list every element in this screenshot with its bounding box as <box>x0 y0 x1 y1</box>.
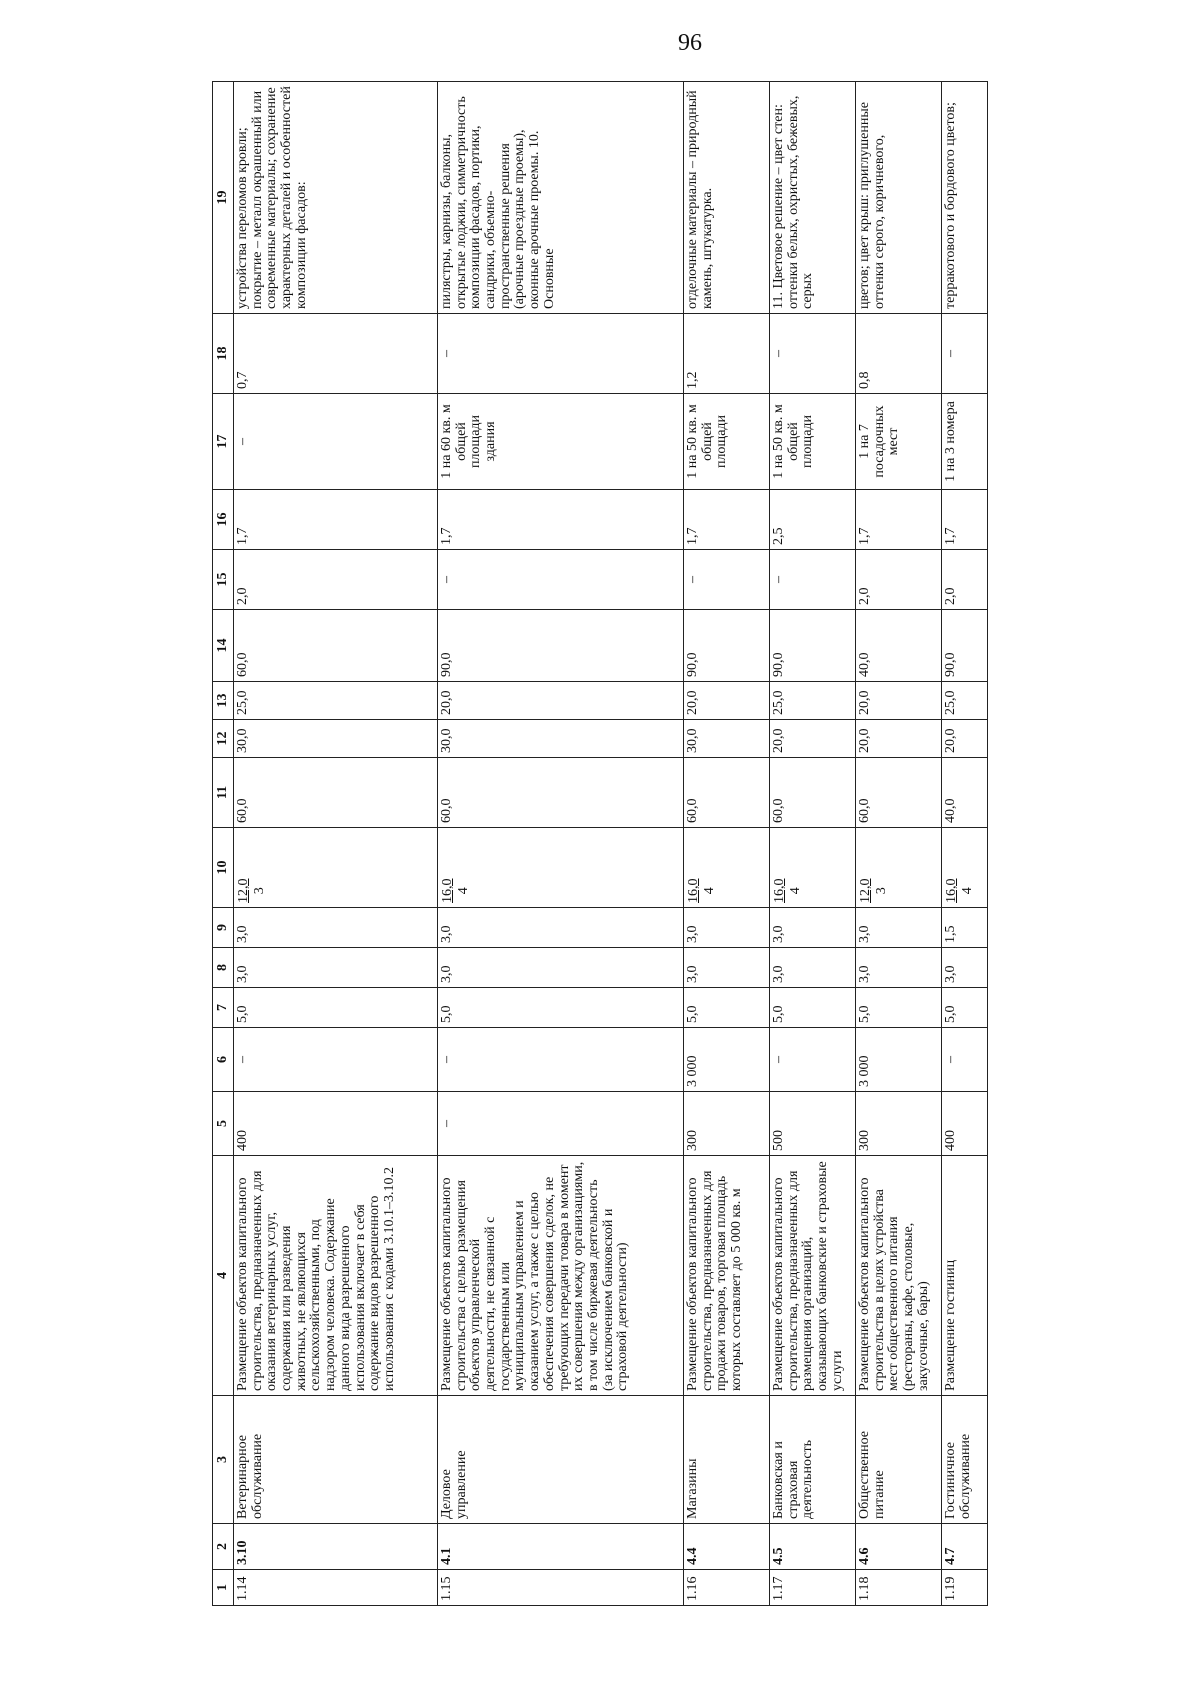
cell-value: – <box>770 314 856 394</box>
use-description: Размещение объектов капитального строительства, предназначенных для продажи товаров, торговая площадь которых составляет до 5 000 кв. м <box>684 1156 770 1396</box>
use-name: Общественное питание <box>856 1396 942 1524</box>
cell-value: – <box>234 394 438 490</box>
use-description: Размещение объектов капитального строительства, предназначенных для оказания ветеринарных услуг, содержания или разведения животных, не являющихся сельскохозяйственными, под надзором человека. Содержание данного вида разрешенного использования включает в себя содержание видов разрешенного использования с кодами 3.10.1–3.10.2 <box>234 1156 438 1396</box>
header-row <box>213 82 234 1606</box>
fraction-denominator: 4 <box>456 887 472 895</box>
architectural-requirements: пилястры, карнизы, балконы, открытые лоджии, симметричность композиции фасадов, портики, сандрики, объемно-пространственные решения (арочные проездные проемы), оконные арочные проемы. 10. Основные <box>438 82 684 314</box>
col-header: 12 <box>213 720 234 758</box>
architectural-requirements: цветов; цвет крыш: приглушенные оттенки серого, коричневого, <box>856 82 942 314</box>
cell-value: 3 000 <box>856 1028 942 1092</box>
cell-value: 3 000 <box>684 1028 770 1092</box>
cell-value: 1,7 <box>684 490 770 550</box>
use-code: 4.4 <box>684 1524 770 1570</box>
fraction-numerator: 16,0 <box>440 878 455 903</box>
cell-value: 5,0 <box>438 988 684 1028</box>
height-floors-cell <box>942 828 988 908</box>
cell-value: 3,0 <box>684 948 770 988</box>
fraction <box>236 879 268 904</box>
col-header: 3 <box>213 1396 234 1524</box>
use-description: Размещение объектов капитального строительства с целью размещения объектов управленческой деятельности, не связанной с государственным или муниципальным управлением и оказанием услуг, а также с целью обеспечения совершения сделок, не требующих передачи товара в момент их совершения между организациями, в том числе биржевая деятельность (за исключением банковской и страховой деятельности) <box>438 1156 684 1396</box>
row-number: 1.16 <box>684 1570 770 1606</box>
cell-value: 1,7 <box>856 490 942 550</box>
use-code: 4.1 <box>438 1524 684 1570</box>
cell-value: – <box>438 550 684 610</box>
cell-value: 1,7 <box>234 490 438 550</box>
cell-value: 20,0 <box>770 720 856 758</box>
row-number: 1.14 <box>234 1570 438 1606</box>
fraction <box>440 879 472 904</box>
cell-value: 3,0 <box>438 948 684 988</box>
height-floors-cell <box>856 828 942 908</box>
col-header: 15 <box>213 550 234 610</box>
cell-value: 60,0 <box>856 758 942 828</box>
cell-value: 1 на 3 номера <box>942 394 988 490</box>
cell-value: 5,0 <box>856 988 942 1028</box>
architectural-requirements: 11. Цветовое решение – цвет стен: оттенки белых, охристых, бежевых, серых <box>770 82 856 314</box>
cell-value: 1,7 <box>438 490 684 550</box>
row-number: 1.19 <box>942 1570 988 1606</box>
fraction-denominator: 4 <box>702 887 718 895</box>
table-row <box>438 82 684 1606</box>
cell-value: 3,0 <box>856 948 942 988</box>
table-row <box>234 82 438 1606</box>
cell-value: – <box>942 314 988 394</box>
cell-value: 500 <box>770 1092 856 1156</box>
cell-value: 2,0 <box>942 550 988 610</box>
cell-value: 3,0 <box>438 908 684 948</box>
col-header: 19 <box>213 82 234 314</box>
fraction-numerator: 16,0 <box>772 878 787 903</box>
cell-value: – <box>438 314 684 394</box>
cell-value: 5,0 <box>684 988 770 1028</box>
fraction-denominator: 3 <box>874 887 890 895</box>
table-row <box>684 82 770 1606</box>
cell-value: 25,0 <box>942 682 988 720</box>
cell-value: 2,5 <box>770 490 856 550</box>
cell-value: 300 <box>684 1092 770 1156</box>
cell-value: 1 на 7 посадочных мест <box>856 394 942 490</box>
cell-value: 25,0 <box>234 682 438 720</box>
cell-value: 20,0 <box>856 720 942 758</box>
fraction-numerator: 16,0 <box>944 878 959 903</box>
table-row <box>856 82 942 1606</box>
use-code: 3.10 <box>234 1524 438 1570</box>
cell-value: 1 на 60 кв. м общей площади здания <box>438 394 684 490</box>
use-name: Деловое управление <box>438 1396 684 1524</box>
cell-value: 3,0 <box>770 948 856 988</box>
cell-value: 2,0 <box>856 550 942 610</box>
use-name: Гостиничное обслуживание <box>942 1396 988 1524</box>
cell-value: 90,0 <box>438 610 684 682</box>
cell-value: 1,7 <box>942 490 988 550</box>
cell-value: 30,0 <box>438 720 684 758</box>
use-description: Размещение гостиниц <box>942 1156 988 1396</box>
architectural-requirements: отделочные материалы – природный камень, штукатурка. <box>684 82 770 314</box>
cell-value: 20,0 <box>856 682 942 720</box>
fraction-numerator: 16,0 <box>686 878 701 903</box>
cell-value: 40,0 <box>856 610 942 682</box>
use-description: Размещение объектов капитального строительства в целях устройства мест общественного питания (рестораны, кафе, столовые, закусочные, бары) <box>856 1156 942 1396</box>
use-code: 4.6 <box>856 1524 942 1570</box>
col-header: 17 <box>213 394 234 490</box>
fraction-denominator: 3 <box>252 887 268 895</box>
height-floors-cell <box>438 828 684 908</box>
row-number: 1.17 <box>770 1570 856 1606</box>
use-code: 4.5 <box>770 1524 856 1570</box>
use-code: 4.7 <box>942 1524 988 1570</box>
col-header: 14 <box>213 610 234 682</box>
col-header: 4 <box>213 1156 234 1396</box>
cell-value: 1,2 <box>684 314 770 394</box>
cell-value: 1,5 <box>942 908 988 948</box>
use-name: Ветеринарное обслуживание <box>234 1396 438 1524</box>
cell-value: 40,0 <box>942 758 988 828</box>
col-header: 11 <box>213 758 234 828</box>
cell-value: 1 на 50 кв. м общей площади <box>684 394 770 490</box>
cell-value: 400 <box>942 1092 988 1156</box>
col-header: 8 <box>213 948 234 988</box>
fraction <box>686 879 718 904</box>
cell-value: 60,0 <box>234 758 438 828</box>
cell-value: 30,0 <box>234 720 438 758</box>
cell-value: 3,0 <box>684 908 770 948</box>
col-header: 6 <box>213 1028 234 1092</box>
fraction-numerator: 12,0 <box>858 878 873 903</box>
col-header: 2 <box>213 1524 234 1570</box>
row-number: 1.15 <box>438 1570 684 1606</box>
cell-value: 90,0 <box>942 610 988 682</box>
height-floors-cell <box>770 828 856 908</box>
cell-value: 60,0 <box>770 758 856 828</box>
height-floors-cell <box>234 828 438 908</box>
cell-value: – <box>942 1028 988 1092</box>
cell-value: 60,0 <box>234 610 438 682</box>
col-header: 9 <box>213 908 234 948</box>
cell-value: 20,0 <box>684 682 770 720</box>
cell-value: 3,0 <box>234 948 438 988</box>
page-number: 96 <box>678 30 702 56</box>
col-header: 16 <box>213 490 234 550</box>
height-floors-cell <box>684 828 770 908</box>
cell-value: 90,0 <box>684 610 770 682</box>
cell-value: 20,0 <box>438 682 684 720</box>
cell-value: 25,0 <box>770 682 856 720</box>
fraction-numerator: 12,0 <box>236 878 251 903</box>
cell-value: – <box>438 1028 684 1092</box>
cell-value: 90,0 <box>770 610 856 682</box>
col-header: 5 <box>213 1092 234 1156</box>
use-description: Размещение объектов капитального строительства, предназначенных для размещения организаций, оказывающих банковские и страховые услуги <box>770 1156 856 1396</box>
use-name: Банковская и страховая деятельность <box>770 1396 856 1524</box>
architectural-requirements: устройства переломов кровли; покрытие – металл окрашенный или современные материалы; сохранение характерных деталей и особенностей композиции фасадов: <box>234 82 438 314</box>
col-header: 1 <box>213 1570 234 1606</box>
cell-value: 300 <box>856 1092 942 1156</box>
row-number: 1.18 <box>856 1570 942 1606</box>
table-row <box>770 82 856 1606</box>
cell-value: 0,7 <box>234 314 438 394</box>
architectural-requirements: терракотового и бордового цветов; <box>942 82 988 314</box>
col-header: 7 <box>213 988 234 1028</box>
use-name: Магазины <box>684 1396 770 1524</box>
cell-value: 3,0 <box>770 908 856 948</box>
cell-value: 1 на 50 кв. м общей площади <box>770 394 856 490</box>
cell-value: 3,0 <box>234 908 438 948</box>
cell-value: 60,0 <box>684 758 770 828</box>
fraction <box>944 879 976 904</box>
fraction-denominator: 4 <box>960 887 976 895</box>
cell-value: 3,0 <box>942 948 988 988</box>
cell-value: – <box>234 1028 438 1092</box>
cell-value: 3,0 <box>856 908 942 948</box>
cell-value: 5,0 <box>234 988 438 1028</box>
cell-value: 2,0 <box>234 550 438 610</box>
cell-value: – <box>770 1028 856 1092</box>
cell-value: – <box>770 550 856 610</box>
cell-value: – <box>438 1092 684 1156</box>
cell-value: 5,0 <box>942 988 988 1028</box>
cell-value: 0,8 <box>856 314 942 394</box>
cell-value: 20,0 <box>942 720 988 758</box>
rotated-table-container <box>212 82 1067 1606</box>
cell-value: 5,0 <box>770 988 856 1028</box>
col-header: 10 <box>213 828 234 908</box>
fraction <box>772 879 804 904</box>
cell-value: 400 <box>234 1092 438 1156</box>
regulation-table <box>212 81 988 1606</box>
col-header: 18 <box>213 314 234 394</box>
fraction-denominator: 4 <box>788 887 804 895</box>
cell-value: – <box>684 550 770 610</box>
col-header: 13 <box>213 682 234 720</box>
fraction <box>858 879 890 904</box>
table-row <box>942 82 988 1606</box>
cell-value: 60,0 <box>438 758 684 828</box>
cell-value: 30,0 <box>684 720 770 758</box>
